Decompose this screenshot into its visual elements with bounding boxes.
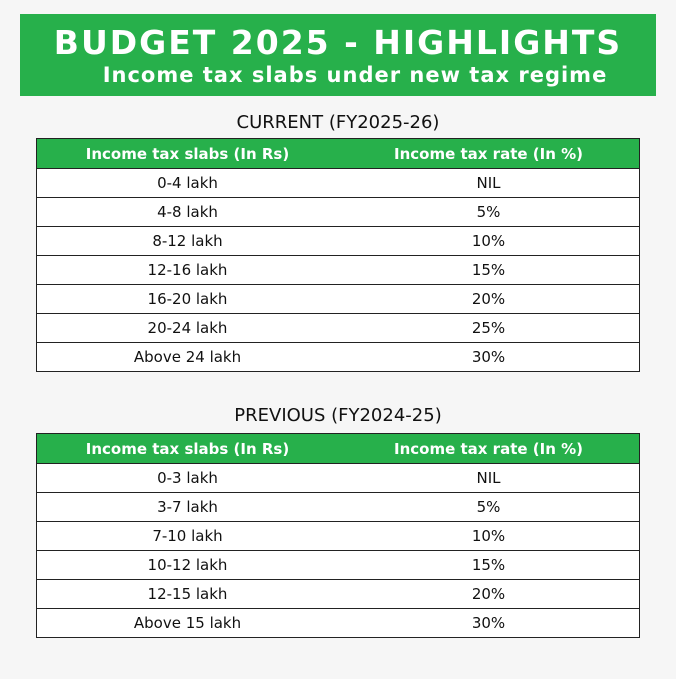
- column-header-slabs: Income tax slabs (In Rs): [37, 434, 339, 464]
- table-row: [37, 464, 640, 493]
- rate-cell: 10%: [338, 522, 640, 551]
- slab-cell: 3-7 lakh: [37, 493, 339, 522]
- current-slabs-table: [36, 138, 640, 372]
- rate-cell: 15%: [338, 256, 640, 285]
- table-row: [37, 493, 640, 522]
- page-subtitle: Income tax slabs under new tax regime: [102, 63, 608, 87]
- slab-cell: 10-12 lakh: [37, 551, 339, 580]
- header-banner: [20, 14, 656, 96]
- slab-cell: 0-4 lakh: [37, 169, 339, 198]
- slab-cell: Above 15 lakh: [37, 609, 339, 638]
- column-header-rate: Income tax rate (In %): [338, 139, 640, 169]
- rate-cell: 25%: [338, 314, 640, 343]
- rate-cell: 30%: [338, 609, 640, 638]
- rate-cell: 20%: [338, 580, 640, 609]
- rate-cell: 20%: [338, 285, 640, 314]
- table-row: [37, 551, 640, 580]
- previous-slabs-table: [36, 433, 640, 638]
- column-header-slabs: Income tax slabs (In Rs): [37, 139, 339, 169]
- table-row: [37, 314, 640, 343]
- table-row: [37, 198, 640, 227]
- current-section-title: CURRENT (FY2025-26): [236, 112, 440, 133]
- slab-cell: 4-8 lakh: [37, 198, 339, 227]
- rate-cell: 30%: [338, 343, 640, 372]
- table-row: [37, 343, 640, 372]
- table-row: [37, 227, 640, 256]
- table-row: [37, 285, 640, 314]
- rate-cell: 5%: [338, 198, 640, 227]
- slab-cell: 7-10 lakh: [37, 522, 339, 551]
- slab-cell: 12-16 lakh: [37, 256, 339, 285]
- slab-cell: 12-15 lakh: [37, 580, 339, 609]
- table-header-row: [37, 434, 640, 464]
- table-row: [37, 522, 640, 551]
- previous-section-title: PREVIOUS (FY2024-25): [234, 405, 442, 426]
- page-title: BUDGET 2025 - HIGHLIGHTS: [53, 23, 623, 62]
- rate-cell: NIL: [338, 464, 640, 493]
- slab-cell: 20-24 lakh: [37, 314, 339, 343]
- rate-cell: 5%: [338, 493, 640, 522]
- rate-cell: 15%: [338, 551, 640, 580]
- table-row: [37, 169, 640, 198]
- slab-cell: 16-20 lakh: [37, 285, 339, 314]
- slab-cell: Above 24 lakh: [37, 343, 339, 372]
- slab-cell: 8-12 lakh: [37, 227, 339, 256]
- table-header-row: [37, 139, 640, 169]
- table-row: [37, 609, 640, 638]
- column-header-rate: Income tax rate (In %): [338, 434, 640, 464]
- table-row: [37, 256, 640, 285]
- rate-cell: NIL: [338, 169, 640, 198]
- slab-cell: 0-3 lakh: [37, 464, 339, 493]
- rate-cell: 10%: [338, 227, 640, 256]
- table-row: [37, 580, 640, 609]
